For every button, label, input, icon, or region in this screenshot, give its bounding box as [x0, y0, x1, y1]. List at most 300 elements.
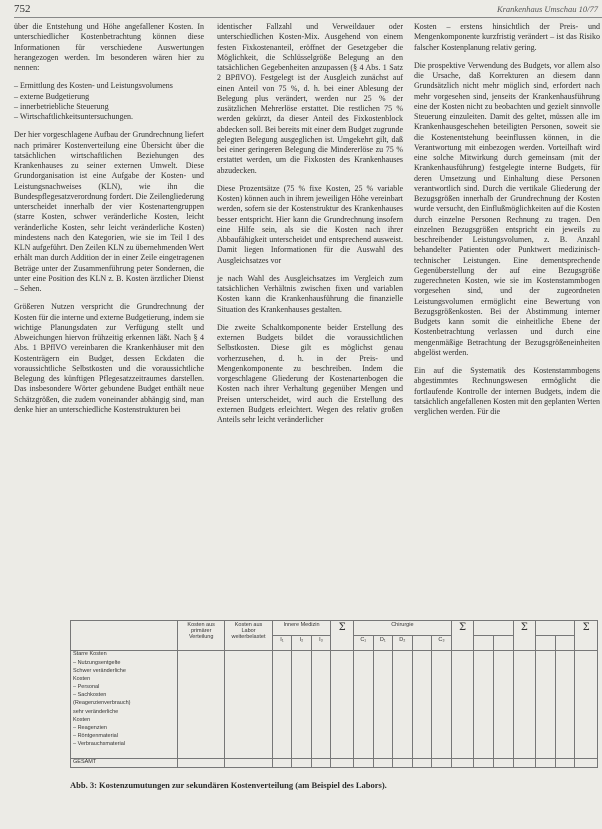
table-cell	[451, 741, 474, 749]
table-cell	[373, 651, 393, 660]
table-cell	[393, 676, 413, 684]
paragraph: Ein auf die Systematik des Kostenstammbogens abgestimmtes Rechnungswesen ermöglicht die fortlaufende Kontrolle der internen Budgets, indem die tatsächlich angefallenen Kosten mit den geplanten Werten verglichen werden. Für die	[414, 366, 600, 416]
table-cell	[272, 676, 292, 684]
table-row	[71, 668, 598, 676]
table-cell	[373, 749, 393, 758]
table-cell	[555, 733, 575, 741]
table-cell	[513, 749, 536, 758]
header-innere-medizin: Innere Medizin	[272, 621, 331, 636]
table-cell	[575, 733, 598, 741]
table-cell	[536, 749, 556, 758]
table-cell	[536, 676, 556, 684]
table-cell	[178, 684, 225, 692]
table-cell	[373, 668, 393, 676]
text-column-1	[14, 22, 204, 423]
table-cell	[311, 668, 331, 676]
table-cell	[513, 684, 536, 692]
sum-symbol: Σ	[331, 621, 354, 651]
running-title: Krankenhaus Umschau 10/77	[496, 4, 598, 14]
table-cell	[451, 725, 474, 733]
table-row	[71, 717, 598, 725]
table-cell	[513, 660, 536, 668]
list-item: – externe Budgetierung	[14, 92, 204, 102]
table-cell	[575, 709, 598, 717]
table-row	[71, 692, 598, 700]
table-cell	[451, 717, 474, 725]
table-cell	[536, 668, 556, 676]
table-cell	[412, 709, 432, 717]
header-blank	[474, 621, 513, 636]
paragraph: Kosten – erstens hinsichtlich der Preis- und Mengenkomponente kurzfristig verändert – ist das Risiko falscher Kostenplanung relativ gering.	[414, 22, 600, 52]
table-cell	[373, 660, 393, 668]
table-cell	[178, 651, 225, 660]
table-cell	[331, 749, 354, 758]
paragraph: identischer Fallzahl und Verweildauer oder unterschiedlichen Kosten-Mix. Ausgehend von einem festen Fixkostenanteil, eröffnet der Gesetzgeber die Möglichkeit, die Schlüsselgröße Belegung an den tatsächlichen Gegebenheiten anzupassen (§ 4 Abs. 1 Satz 2 BPflVO). Festgelegt ist der Ausgleich zunächst auf einen Anteil von 75 %, d. h. bei einer Ablesung der Belegung plus verändert, werden nur 25 % der zusätzlichen Mehrerlöse erstattet. Die restlichen 75 % werden gekürzt, da dieser Anteil des Fixkostenblock abdecken soll. Bei bereits mit einer dem Budget zugrunde gelegten Belegung ausgeglichen ist. Umgekehrt gilt, daß bei einer geringeren Belegung die Mindererlöse zu 75 % erstattet werden, um die Fixkosten des Krankenhauses abzudecken.	[217, 22, 403, 175]
table-cell	[513, 692, 536, 700]
table-cell	[451, 676, 474, 684]
subheader-cell: C₁	[353, 636, 373, 651]
table-cell	[555, 651, 575, 660]
table-cell	[555, 692, 575, 700]
table-cell	[412, 717, 432, 725]
table-cell	[272, 741, 292, 749]
table-cell	[225, 749, 272, 758]
table-cell	[474, 741, 494, 749]
row-label: sehr veränderliche	[71, 709, 178, 717]
table-cell	[225, 717, 272, 725]
table-cell	[412, 692, 432, 700]
table-cell	[292, 725, 312, 733]
table-cell	[393, 660, 413, 668]
list-item: – innerbetriebliche Steuerung	[14, 102, 204, 112]
table-cell	[555, 709, 575, 717]
table-cell	[555, 676, 575, 684]
table-cell	[311, 709, 331, 717]
table-cell	[178, 709, 225, 717]
subheader-cell: C₃	[432, 636, 452, 651]
figure-caption: Abb. 3: Kostenzumutungen zur sekundären Kostenverteilung (am Beispiel des Labors).	[70, 780, 387, 790]
table-cell	[513, 758, 536, 767]
table-cell	[575, 725, 598, 733]
table-cell	[474, 733, 494, 741]
list-item: – Wirtschaftlichkeitsuntersuchungen.	[14, 112, 204, 122]
table-cell	[331, 758, 354, 767]
table-cell	[555, 741, 575, 749]
table-cell	[353, 709, 373, 717]
table-cell	[432, 758, 452, 767]
table-cell	[353, 676, 373, 684]
table-cell	[331, 684, 354, 692]
table-cell	[432, 709, 452, 717]
table-cell	[555, 758, 575, 767]
table-cell	[575, 700, 598, 708]
table-cell	[474, 700, 494, 708]
row-label: (Reagenzienverbrauch)	[71, 700, 178, 708]
row-label: – Personal	[71, 684, 178, 692]
table-cell	[451, 733, 474, 741]
table-cell	[493, 733, 513, 741]
table-cell	[331, 725, 354, 733]
table-cell	[373, 692, 393, 700]
table-cell	[575, 692, 598, 700]
table-cell	[393, 758, 413, 767]
paragraph: je nach Wahl des Ausgleichsatzes im Vergleich zum tatsächlichen Verhältnis zwischen fixen und variablen Kosten kann die Krankenhausführung die finanzielle Situation des Krankenhauses gestalten.	[217, 273, 403, 314]
table-cell	[225, 733, 272, 741]
table-cell	[412, 684, 432, 692]
table-cell	[555, 749, 575, 758]
table-cell	[474, 692, 494, 700]
cost-allocation-table	[70, 620, 598, 768]
table-cell	[513, 725, 536, 733]
table-cell	[536, 692, 556, 700]
table-cell	[292, 651, 312, 660]
table-cell	[272, 717, 292, 725]
table-cell	[311, 692, 331, 700]
table-cell	[292, 700, 312, 708]
table-cell	[225, 660, 272, 668]
paragraph: Die zweite Schaltkomponente beider Erstellung des externen Budgets bildet die voraussichtlichen Selbstkosten. Diese gilt es möglichst genau vorherzusehen, d. h. in der Preis- und Mengenkomponente zu beschreiben. Indem die vorgeschlagene Gliederung der Kostenartenbogen die Kosten nach ihrer Verhaltung gegenüber Mengen und Preisen unterscheidet, wird auch die Erstellung des externen Budgets erleichtert. Wegen des relativ großen Anteils sehr leicht veränderlicher	[217, 322, 403, 424]
subheader-cell: D₂	[393, 636, 413, 651]
table-cell	[353, 725, 373, 733]
table-cell	[393, 651, 413, 660]
table-cell	[555, 684, 575, 692]
table-cell	[412, 651, 432, 660]
table-cell	[331, 733, 354, 741]
table-cell	[331, 668, 354, 676]
table-cell	[178, 733, 225, 741]
table-cell	[292, 684, 312, 692]
table-cell	[513, 741, 536, 749]
table-cell	[575, 758, 598, 767]
subheader-cell: I₃	[311, 636, 331, 651]
table-row	[71, 684, 598, 692]
table-cell	[311, 741, 331, 749]
table-cell	[292, 668, 312, 676]
table-cell	[536, 700, 556, 708]
sum-symbol: Σ	[451, 621, 474, 651]
row-label: Kosten	[71, 676, 178, 684]
table-cell	[493, 684, 513, 692]
table-cell	[178, 660, 225, 668]
table-cell	[451, 700, 474, 708]
table-cell	[575, 651, 598, 660]
text-column-3	[414, 22, 600, 425]
table-cell	[178, 700, 225, 708]
table-cell	[178, 741, 225, 749]
table-cell	[474, 717, 494, 725]
table-cell	[331, 660, 354, 668]
row-label: – Reagenzien	[71, 725, 178, 733]
table-cell	[331, 700, 354, 708]
subheader-cell	[555, 636, 575, 651]
row-label: – Röntgenmaterial	[71, 733, 178, 741]
table-cell	[292, 733, 312, 741]
paragraph: Die prospektive Verwendung des Budgets, vor allem also die Ursache, daß Korrekturen an diesem dann Grundsätzlich nicht mehr möglich sind, erfordert nach mehr vorgesehen sind, jenseits der Krankenhausführung eine der Kosten nicht zu beobachten und gezielt sinnvolle Steuerung einzuleiten. Damit des geltet, müssen alle im Krankenhausgeschehen beteiligten Personen, soweit sie die Kostenentstehung beeinflussen können, in die Verantwortung mit einbezogen werden. Vorteilhaft wird eine solche Mitwirkung durch gemeinsam (mit der Krankenhausführung) festgelegte interne Budgets, für deren Umsetzung und Einhaltung diese Personen verantwortlich sind. Durch die vertikale Gliederung der Bezugsgrößen innerhalb der Grundrechnung der Kosten wurde versucht, den Einflußmöglichkeiten auf die Kosten durch einzelne Personen Rechnung zu tragen. Den einzelnen Bezugsgrößen entspricht ein jeweils zu beschreibender Leistungsvolumen, z. B. Anzahl behandelter Patienten oder Punktwert medizinisch-technischer Leistungen. Eine dementsprechende Gegenüberstellung der auf eine Bezugsgröße zugerechneten Kosten, wie sie im Kostenstammbogen vorgesehen sind, und der zugeordneten Leistungsvolumen ermöglicht eine Bewertung von Bezugsgrößenkosten. Bei der Abstimmung interner Budgets kann somit die einheitliche Ebene der Kostenbetrachtung verlassen und durch eine mengenmäßige Betrachtung der Bezugsgrößeneinheiten abgelöst werden.	[414, 60, 600, 357]
table-cell	[451, 668, 474, 676]
table-cell	[353, 700, 373, 708]
table-cell	[272, 668, 292, 676]
table-cell	[432, 700, 452, 708]
table-cell	[513, 709, 536, 717]
table-cell	[451, 709, 474, 717]
table-cell	[513, 668, 536, 676]
table-cell	[575, 717, 598, 725]
table-cell	[311, 651, 331, 660]
table-cell	[393, 725, 413, 733]
table-cell	[493, 668, 513, 676]
table-cell	[225, 709, 272, 717]
table-cell	[353, 668, 373, 676]
table-row	[71, 676, 598, 684]
table-cell	[536, 651, 556, 660]
header-chirurgie: Chirurgie	[353, 621, 451, 636]
table-cell	[178, 717, 225, 725]
table-cell	[474, 676, 494, 684]
table-cell	[451, 651, 474, 660]
table-cell	[493, 749, 513, 758]
table-row	[71, 733, 598, 741]
table-body	[71, 651, 598, 768]
table-cell	[353, 692, 373, 700]
table-cell	[432, 733, 452, 741]
row-label: – Sachkosten	[71, 692, 178, 700]
table-cell	[493, 692, 513, 700]
table-cell	[575, 684, 598, 692]
table-cell	[393, 717, 413, 725]
table-cell	[412, 758, 432, 767]
table-cell	[353, 741, 373, 749]
row-label: Starre Kosten	[71, 651, 178, 660]
table-cell	[513, 700, 536, 708]
table-cell	[513, 651, 536, 660]
list-item: – Ermittlung des Kosten- und Leistungsvolumens	[14, 81, 204, 91]
table-cell	[225, 758, 272, 767]
text-column-2	[217, 22, 403, 433]
table-cell	[393, 700, 413, 708]
table-cell	[373, 733, 393, 741]
table-cell	[536, 733, 556, 741]
table-row	[71, 749, 598, 758]
table-cell	[225, 676, 272, 684]
table-cell	[353, 749, 373, 758]
table-cell	[493, 676, 513, 684]
table-cell	[373, 684, 393, 692]
table-cell	[373, 676, 393, 684]
table-row	[71, 651, 598, 660]
bullet-list	[14, 81, 204, 122]
header-blank	[536, 621, 575, 636]
table-cell	[225, 725, 272, 733]
table-cell	[393, 733, 413, 741]
table-cell	[225, 651, 272, 660]
table-cell	[178, 668, 225, 676]
table-cell	[451, 758, 474, 767]
table-cell	[432, 676, 452, 684]
table-cell	[311, 758, 331, 767]
table-cell	[536, 709, 556, 717]
table-cell	[311, 660, 331, 668]
table-cell	[353, 660, 373, 668]
table-cell	[493, 709, 513, 717]
table-cell	[536, 660, 556, 668]
table-cell	[353, 651, 373, 660]
table-cell	[311, 749, 331, 758]
subheader-cell: D₁	[373, 636, 393, 651]
table-cell	[353, 758, 373, 767]
table-cell	[373, 717, 393, 725]
table-cell	[225, 692, 272, 700]
table-cell	[432, 717, 452, 725]
table-cell	[178, 692, 225, 700]
subheader-cell: I₂	[292, 636, 312, 651]
table-cell	[432, 692, 452, 700]
table-cell	[513, 717, 536, 725]
table-cell	[432, 684, 452, 692]
table-cell	[474, 709, 494, 717]
table-cell	[225, 684, 272, 692]
row-label: Schwer veränderliche	[71, 668, 178, 676]
table-cell	[393, 684, 413, 692]
table-cell	[555, 660, 575, 668]
table-cell	[536, 758, 556, 767]
table-cell	[493, 725, 513, 733]
table-cell	[292, 741, 312, 749]
subheader-cell	[474, 636, 494, 651]
table-cell	[272, 700, 292, 708]
table-cell	[272, 725, 292, 733]
table-row	[71, 725, 598, 733]
table-cell	[272, 692, 292, 700]
table-row	[71, 700, 598, 708]
subheader-cell	[536, 636, 556, 651]
table-cell	[432, 660, 452, 668]
table-cell	[353, 733, 373, 741]
table-cell	[513, 676, 536, 684]
paragraph: Der hier vorgeschlagene Aufbau der Grundrechnung liefert nach primärer Kostenverteilung eine Übersicht über die tatsächlichen wirtschaftlichen Beziehungen des Krankenhauses zu seiner externen Umwelt. Diese Grundorganisation ist eine Aufgabe der Kosten- und Leistungsnachweises (KLN), wie ihn die Bundespflegesatzverordnung fordert. Die Zeilengliederung unterscheidet innerhalb der vier Kostenartengruppen (starre Kosten, schwer veränderliche Kosten, leicht veränderliche Kosten, sehr leicht veränderliche Kosten) mindestens nach den Kategorien, wie sie im Teil I des KLN aufgeführt. Den Zeilen KLN zu übernehmenden Wert erhält man durch Addition der in einer Zeile eingetragenen Beträge unter der Zusammenführung peter Sondernen, die unter eine Position des KLN z. B. Kosten ärztlicher Dienst – Sehen.	[14, 130, 204, 293]
table-cell	[536, 725, 556, 733]
table-cell	[178, 758, 225, 767]
table-cell	[555, 725, 575, 733]
table-cell	[373, 741, 393, 749]
table-row	[71, 758, 598, 767]
table-header-row	[71, 621, 598, 636]
table-cell	[311, 684, 331, 692]
table-cell	[393, 749, 413, 758]
table-cell	[272, 709, 292, 717]
table-cell	[272, 660, 292, 668]
table-cell	[451, 749, 474, 758]
row-label	[71, 749, 178, 758]
table-cell	[474, 749, 494, 758]
table-cell	[451, 660, 474, 668]
table-cell	[331, 741, 354, 749]
table-cell	[493, 651, 513, 660]
table-cell	[451, 692, 474, 700]
table-cell	[292, 749, 312, 758]
subheader-cell	[412, 636, 432, 651]
table-cell	[311, 700, 331, 708]
table-cell	[178, 676, 225, 684]
table-cell	[432, 725, 452, 733]
table-cell	[178, 749, 225, 758]
table-cell	[373, 758, 393, 767]
table-cell	[225, 668, 272, 676]
table-cell	[272, 733, 292, 741]
table-cell	[272, 651, 292, 660]
table-cell	[393, 692, 413, 700]
table-cell	[393, 741, 413, 749]
table-cell	[292, 709, 312, 717]
table-row	[71, 660, 598, 668]
table-cell	[225, 741, 272, 749]
subheader-cell: I₁	[272, 636, 292, 651]
table-cell	[373, 700, 393, 708]
row-label: GESAMT	[71, 758, 178, 767]
table-cell	[178, 725, 225, 733]
header-labor-costs: Kosten aus Labor weiterbelastet	[225, 621, 272, 651]
paragraph: über die Entstehung und Höhe angefallener Kosten. In unterschiedlicher Kostenbetrachtung können diese Informationen für verschiedene Auswertungen herangezogen werden. Im besonderen wären hier zu nennen:	[14, 22, 204, 72]
table-cell	[393, 709, 413, 717]
table-corner-cell	[71, 621, 178, 651]
subheader-cell	[493, 636, 513, 651]
table-cell	[451, 684, 474, 692]
table-cell	[353, 684, 373, 692]
table-cell	[432, 749, 452, 758]
table-cell	[474, 725, 494, 733]
sum-symbol: Σ	[575, 621, 598, 651]
table-cell	[311, 676, 331, 684]
table-cell	[575, 676, 598, 684]
table-cell	[575, 660, 598, 668]
table-cell	[292, 660, 312, 668]
table-cell	[536, 684, 556, 692]
header-rule	[14, 17, 602, 18]
table-cell	[373, 725, 393, 733]
table-cell	[412, 676, 432, 684]
table-cell	[474, 651, 494, 660]
table-cell	[555, 717, 575, 725]
table-cell	[493, 660, 513, 668]
table-cell	[331, 692, 354, 700]
table-cell	[555, 668, 575, 676]
table-cell	[311, 725, 331, 733]
table-cell	[412, 741, 432, 749]
table-cell	[412, 660, 432, 668]
table-cell	[412, 700, 432, 708]
row-label: Kosten	[71, 717, 178, 725]
table-cell	[513, 733, 536, 741]
table-cell	[311, 717, 331, 725]
table-cell	[493, 758, 513, 767]
paragraph: Diese Prozentsätze (75 % fixe Kosten, 25 % variable Kosten) können auch in ihrem jeweiligen Höhe vereinbart werden, sofern sie der Kostenstruktur des Krankenhauses besser entspricht. Hier kann die Grundrechnung insofern eine Hilfe sein, als sie die Kosten nach ihrer Abbaufähigkeit unterscheidet und entsprechend ausweist. Damit liegen Informationen für die Auswahl des Ausgleichsatzes vor	[217, 183, 403, 265]
table-cell	[331, 709, 354, 717]
table-cell	[432, 651, 452, 660]
table-cell	[412, 668, 432, 676]
table-cell	[536, 717, 556, 725]
table-cell	[474, 684, 494, 692]
table-cell	[575, 741, 598, 749]
row-label: – Nutzungsentgelte	[71, 660, 178, 668]
table-cell	[474, 758, 494, 767]
table-cell	[575, 668, 598, 676]
table-cell	[331, 717, 354, 725]
table-cell	[225, 700, 272, 708]
page-number: 752	[14, 3, 31, 15]
table-cell	[474, 668, 494, 676]
table-cell	[493, 700, 513, 708]
table-cell	[292, 717, 312, 725]
table-cell	[292, 692, 312, 700]
